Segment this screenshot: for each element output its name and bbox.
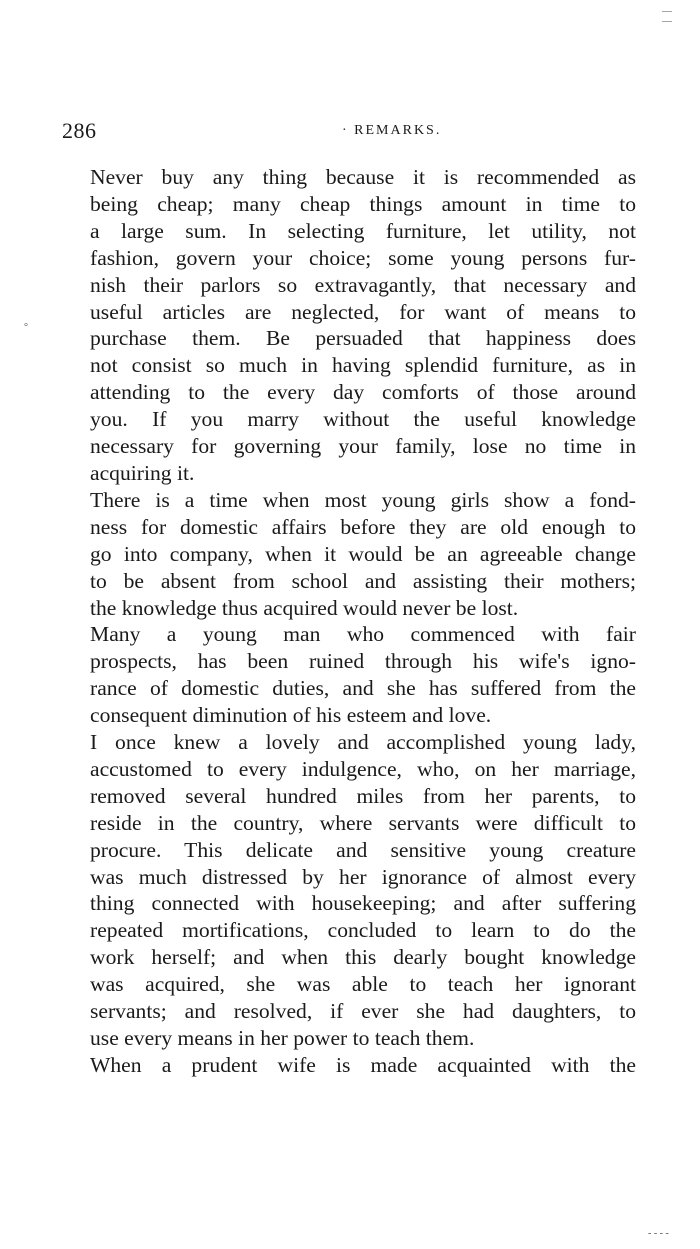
text-line: procure. This delicate and sensitive young creature [90,837,636,862]
text-line: attending to the every day comforts of those around [90,380,636,405]
text-line: There is a time when most young girls show a fond- [90,487,636,512]
text-line: you. If you marry without the useful knowledge [90,407,636,432]
text-line: repeated mortifications, concluded to learn to do the [90,918,636,943]
text-line: a large sum. In selecting furniture, let utility, not [90,218,636,243]
scan-mark: ° [24,322,28,333]
scan-mark: — [662,6,672,17]
text-line: necessary for governing your family, lose no time in [90,434,636,459]
text-line: Never buy any thing because it is recommended as [90,165,636,189]
text-line: When a prudent wife is made acquainted with the [90,1052,636,1077]
text-line: reside in the country, where servants were difficult to [90,810,636,835]
text-line: was acquired, she was able to teach her ignorant [90,972,636,997]
paragraph-4 [64,729,636,1052]
page-number: 286 [62,118,97,143]
paragraph-2 [64,487,636,622]
text-line: useful articles are neglected, for want of means to [90,299,636,324]
text-line: go into company, when it would be an agreeable change [90,541,636,566]
scan-mark: - - - - [648,1228,669,1239]
running-head: · REMARKS. [342,123,442,138]
text-line: to be absent from school and assisting their mothers; [90,568,636,593]
scan-mark: — [662,16,672,27]
paragraph-3 [64,621,636,729]
text-line: rance of domestic duties, and she has suffered from the [90,676,636,701]
text-line: not consist so much in having splendid furniture, as in [90,353,636,378]
text-line: accustomed to every indulgence, who, on her marriage, [90,756,636,781]
text-line: consequent diminution of his esteem and love. [90,703,492,728]
text-line: being cheap; many cheap things amount in time to [90,191,636,216]
body-text [64,164,636,1079]
text-line: prospects, has been ruined through his wife's igno- [90,649,636,674]
text-line: servants; and resolved, if ever she had daughters, to [90,999,636,1024]
text-line: removed several hundred miles from her parents, to [90,783,636,808]
paragraph-1 [64,164,636,487]
page-header [62,118,642,148]
text-line: ness for domestic affairs before they are old enough to [90,514,636,539]
text-line: use every means in her power to teach them. [90,1026,475,1050]
text-line: the knowledge thus acquired would never be lost. [90,595,519,620]
text-line: purchase them. Be persuaded that happiness does [90,326,636,351]
text-line: fashion, govern your choice; some young persons fur- [90,245,636,270]
text-line: I once knew a lovely and accomplished young lady, [90,730,636,755]
text-line: thing connected with housekeeping; and after suffering [90,891,636,916]
text-line: acquiring it. [90,460,195,485]
text-line: work herself; and when this dearly bought knowledge [90,945,636,970]
paragraph-5 [64,1052,636,1079]
text-line: Many a young man who commenced with fair [90,622,636,647]
text-line: was much distressed by her ignorance of almost every [90,864,636,889]
text-line: nish their parlors so extravagantly, that necessary and [90,272,636,297]
